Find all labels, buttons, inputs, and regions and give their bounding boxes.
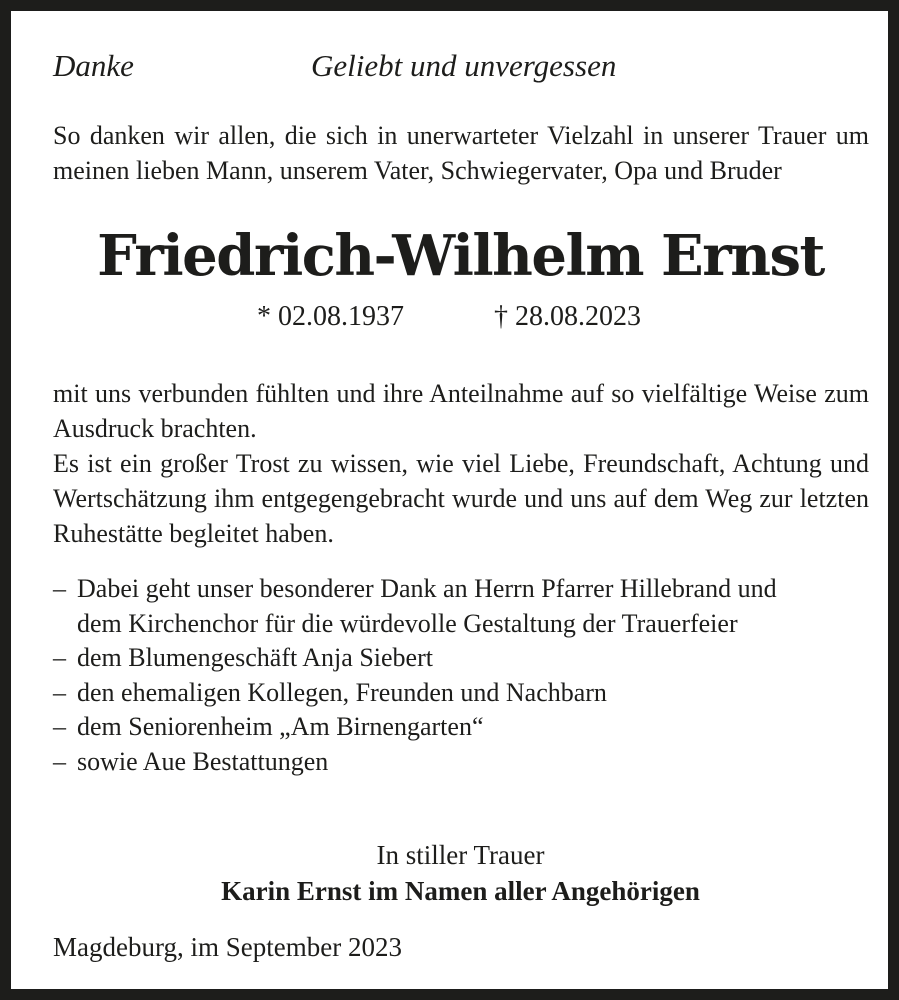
thanks-list-item xyxy=(53,641,869,676)
thanks-list-item xyxy=(53,745,869,780)
birth-date: * 02.08.1937 xyxy=(257,301,404,332)
thanks-list-text: dem Blumengeschäft Anja Siebert xyxy=(77,643,433,672)
thanks-list-item xyxy=(53,676,869,711)
header-left-script: Danke xyxy=(53,48,134,83)
intro-paragraph: So danken wir allen, die sich in unerwarteter Vielzahl in unserer Trauer um meinen lieben Mann, unserem Vater, Schwiegervater, Opa und Bruder xyxy=(53,121,869,185)
death-date: † 28.08.2023 xyxy=(494,301,641,332)
mourning-line: In stiller Trauer xyxy=(376,840,545,870)
body-paragraph-1: mit uns verbunden fühlten und ihre Anteilnahme auf so vielfältige Weise zum Ausdruck brachten. xyxy=(53,379,869,443)
dash-bullet: – xyxy=(53,643,66,672)
dash-bullet: – xyxy=(53,746,66,776)
thanks-list xyxy=(53,572,869,779)
body-paragraph-2: Es ist ein großer Trost zu wissen, wie viel Liebe, Freundschaft, Achtung und Wertschätzung ihm entgegengebracht wurde und uns auf dem Weg zur letzten Ruhestätte begleitet haben. xyxy=(53,449,869,548)
thanks-list-item xyxy=(53,572,869,641)
deceased-name: Friedrich-Wilhelm Ernst xyxy=(97,223,824,289)
thanks-list-item xyxy=(53,710,869,745)
dash-bullet: – xyxy=(53,712,66,741)
thanks-list-text: den ehemaligen Kollegen, Freunden und Nachbarn xyxy=(77,677,607,707)
place-and-date: Magdeburg, im September 2023 xyxy=(53,932,402,962)
dash-bullet: – xyxy=(53,574,66,603)
signature-line: Karin Ernst im Namen aller Angehörigen xyxy=(221,876,700,906)
dash-bullet: – xyxy=(53,677,66,707)
header-right-script: Geliebt und unvergessen xyxy=(311,48,617,83)
thanks-list-text: Dabei geht unser besonderer Dank an Herrn Pfarrer Hillebrand und dem Kirchenchor für die würdevolle Gestaltung der Trauerfeier xyxy=(77,574,777,638)
thanks-list-text: sowie Aue Bestattungen xyxy=(77,746,329,776)
thanks-list-text: dem Seniorenheim „Am Birnengarten“ xyxy=(77,712,484,741)
